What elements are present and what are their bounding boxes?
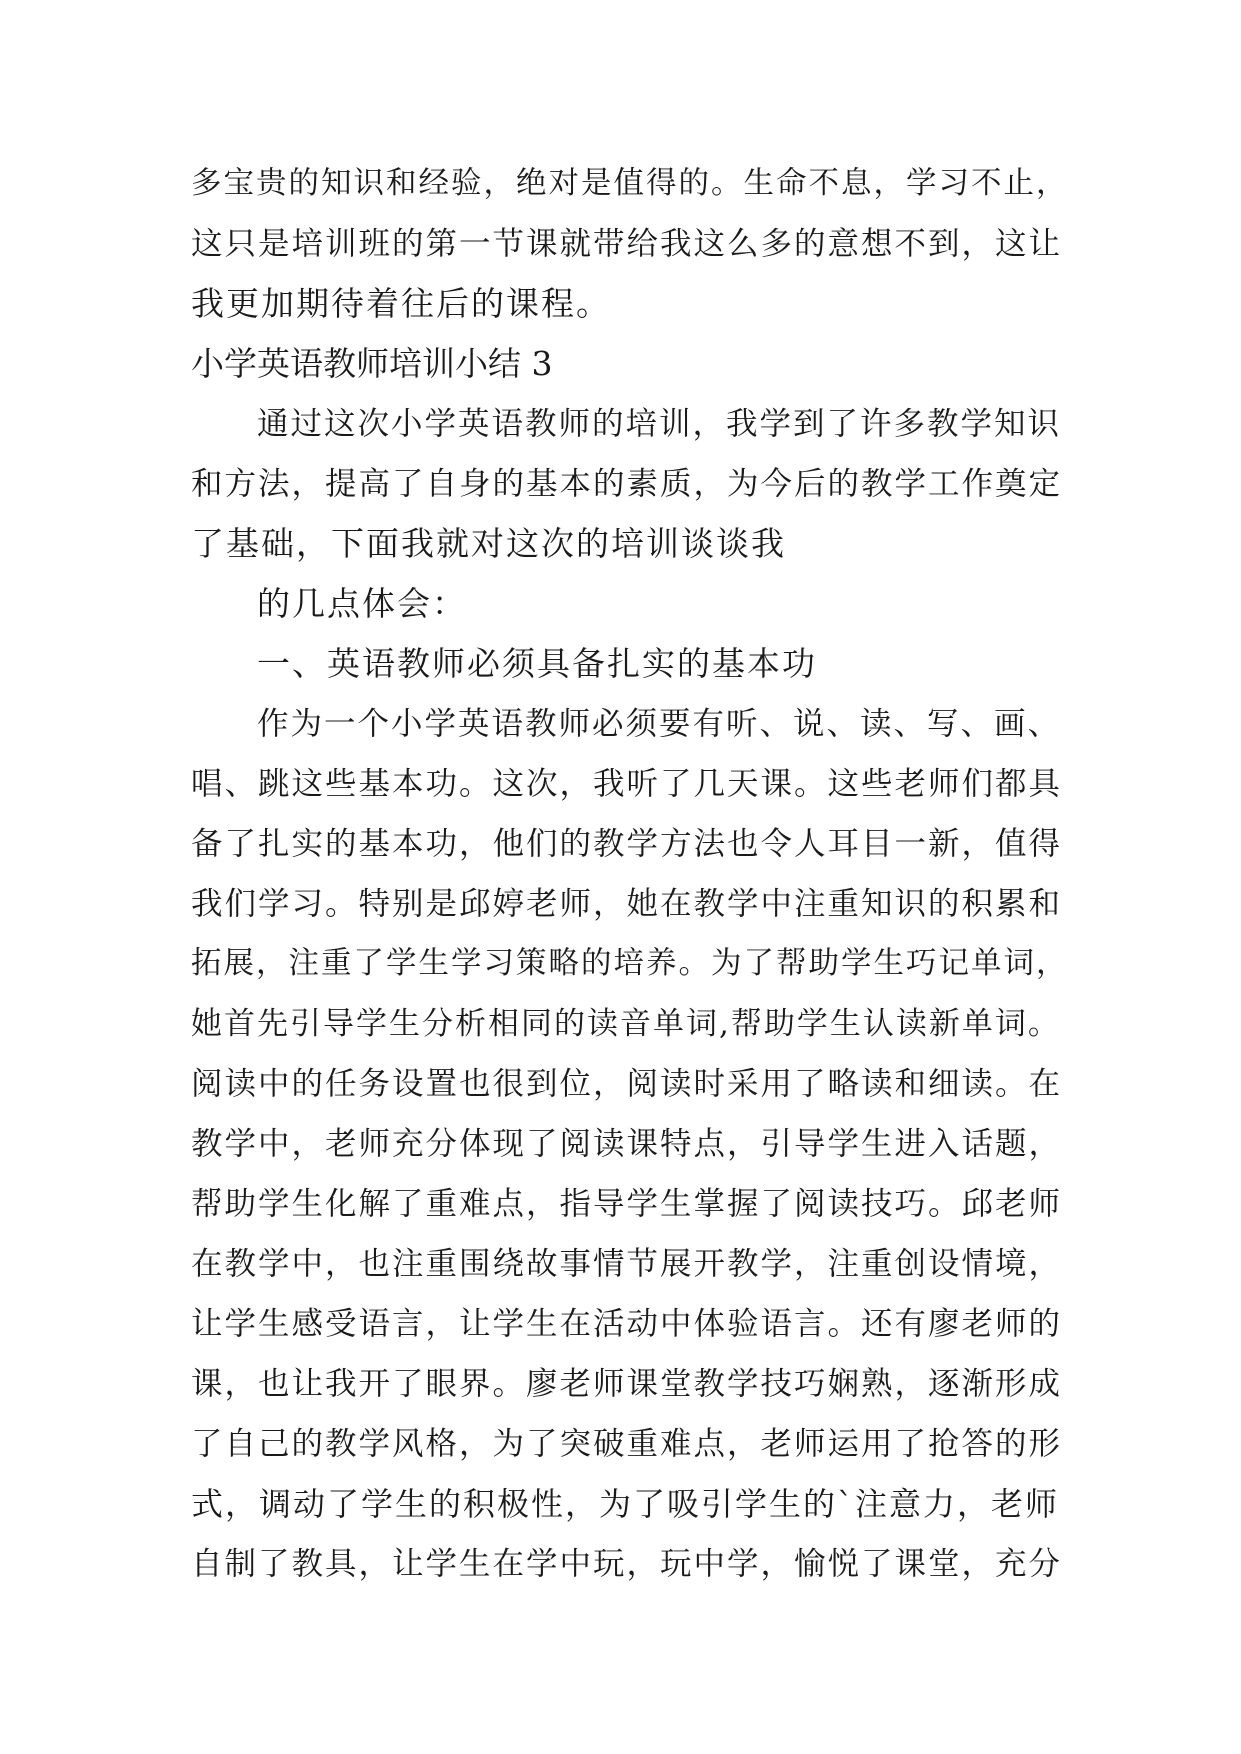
body-line: 教学中，老师充分体现了阅读课特点，引导学生进入话题， bbox=[191, 1126, 1063, 1162]
body-line: 这只是培训班的第一节课就带给我这么多的意想不到，这让 bbox=[191, 226, 1063, 262]
body-line: 式，调动了学生的积极性，为了吸引学生的`注意力，老师 bbox=[191, 1485, 1060, 1523]
paragraph-first-line: 的几点体会： bbox=[257, 584, 467, 623]
body-line: 拓展，注重了学生学习策略的培养。为了帮助学生巧记单词， bbox=[191, 946, 1069, 981]
paragraph-first-line: 作为一个小学英语教师必须要有听、说、读、写、画、 bbox=[257, 706, 1062, 742]
body-line: 了自己的教学风格，为了突破重难点，老师运用了抢答的形 bbox=[191, 1426, 1063, 1462]
paragraph-first-line: 通过这次小学英语教师的培训，我学到了许多教学知识 bbox=[257, 406, 1062, 442]
body-line: 多宝贵的知识和经验，绝对是值得的。生命不息，学习不止， bbox=[191, 166, 1069, 201]
section-heading: 小学英语教师培训小结 3 bbox=[191, 344, 553, 383]
body-line: 自制了教具，让学生在学中玩，玩中学，愉悦了课堂，充分 bbox=[191, 1546, 1063, 1582]
body-line: 备了扎实的基本功，他们的教学方法也令人耳目一新，值得 bbox=[191, 826, 1063, 862]
body-line: 和方法，提高了自身的基本的素质，为今后的教学工作奠定 bbox=[191, 466, 1063, 502]
body-line: 了基础，下面我就对这次的培训谈谈我 bbox=[191, 524, 786, 563]
body-line: 课，也让我开了眼界。廖老师课堂教学技巧娴熟，逐渐形成 bbox=[191, 1366, 1063, 1402]
body-line: 唱、跳这些基本功。这次，我听了几天课。这些老师们都具 bbox=[191, 766, 1063, 802]
body-line: 帮助学生化解了重难点，指导学生掌握了阅读技巧。邱老师 bbox=[191, 1186, 1063, 1222]
subsection-heading: 一、英语教师必须具备扎实的基本功 bbox=[257, 644, 817, 683]
body-line: 她首先引导学生分析相同的读音单词,帮助学生认读新单词。 bbox=[191, 1006, 1061, 1042]
body-line: 我们学习。特别是邱婷老师，她在教学中注重知识的积累和 bbox=[191, 886, 1063, 922]
body-line: 让学生感受语言，让学生在活动中体验语言。还有廖老师的 bbox=[191, 1306, 1063, 1342]
body-line: 阅读中的任务设置也很到位，阅读时采用了略读和细读。在 bbox=[191, 1066, 1063, 1102]
body-line: 在教学中，也注重围绕故事情节展开教学，注重创设情境， bbox=[191, 1246, 1063, 1282]
document-body bbox=[191, 154, 1071, 1594]
body-line: 我更加期待着往后的课程。 bbox=[191, 284, 611, 323]
